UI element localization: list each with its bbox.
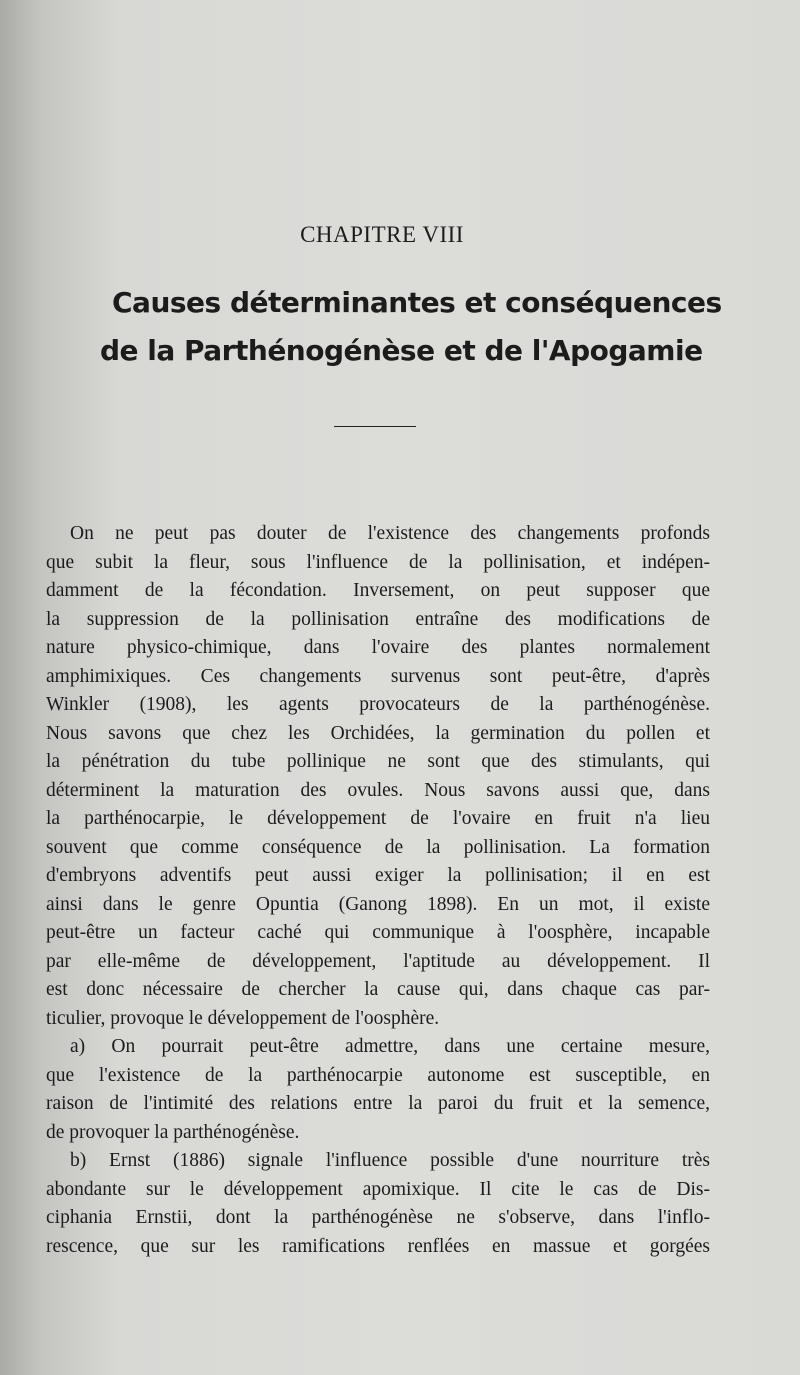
title-line-2: de la Parthénogénèse et de l'Apogamie (100, 334, 703, 367)
text-line: de provoquer la parthénogénèse. (46, 1121, 300, 1143)
text-line: la pénétration du tube pollinique ne sont que des stimulants, qui (46, 751, 710, 772)
body-text (46, 520, 710, 1261)
text-line: souvent que comme conséquence de la pollinisation. La formation (46, 836, 710, 858)
text-line: la parthénocarpie, le développement de l'ovaire en fruit n'a lieu (46, 808, 710, 829)
text-line: raison de l'intimité des relations entre la paroi du fruit et la semence, (46, 1093, 710, 1114)
text-line: la suppression de la pollinisation entraîne des modifications de (46, 608, 710, 630)
text-line: déterminent la maturation des ovules. Nous savons aussi que, dans (46, 779, 710, 801)
text-line: b) Ernst (1886) signale l'influence possible d'une nourriture très (70, 1150, 710, 1171)
text-line: amphimixiques. Ces changements survenus sont peut-être, d'après (46, 665, 710, 687)
text-line: ciphania Ernstii, dont la parthénogénèse ne s'observe, dans l'inflo- (46, 1207, 710, 1228)
text-line: d'embryons adventifs peut aussi exiger la pollinisation; il en est (46, 865, 710, 886)
title-line-1: Causes déterminantes et conséquences (112, 286, 722, 319)
text-line: par elle-même de développement, l'aptitude au développement. Il (46, 950, 710, 972)
text-line: ainsi dans le genre Opuntia (Ganong 1898). En un mot, il existe (46, 893, 710, 915)
text-line: Nous savons que chez les Orchidées, la germination du pollen et (46, 722, 710, 744)
title-rule (334, 426, 416, 427)
text-line: Winkler (1908), les agents provocateurs de la parthénogénèse. (46, 694, 710, 715)
chapter-heading: CHAPITRE VIII (300, 222, 464, 247)
text-line: a) On pourrait peut-être admettre, dans une certaine mesure, (70, 1036, 710, 1057)
text-line: nature physico-chimique, dans l'ovaire des plantes normalement (46, 637, 710, 658)
text-line: que subit la fleur, sous l'influence de la pollinisation, et indépen- (46, 551, 710, 573)
text-line: abondante sur le développement apomixique. Il cite le cas de Dis- (46, 1178, 710, 1200)
text-line: damment de la fécondation. Inversement, on peut supposer que (46, 580, 710, 601)
text-line: ticulier, provoque le développement de l'oosphère. (46, 1007, 440, 1029)
text-line: est donc nécessaire de chercher la cause qui, dans chaque cas par- (46, 979, 710, 1000)
text-line: peut-être un facteur caché qui communique à l'oosphère, incapable (46, 922, 710, 943)
text-line: On ne peut pas douter de l'existence des changements profonds (70, 523, 710, 544)
text-line: que l'existence de la parthénocarpie autonome est susceptible, en (46, 1064, 710, 1086)
text-line: rescence, que sur les ramifications renflées en massue et gorgées (46, 1235, 710, 1257)
